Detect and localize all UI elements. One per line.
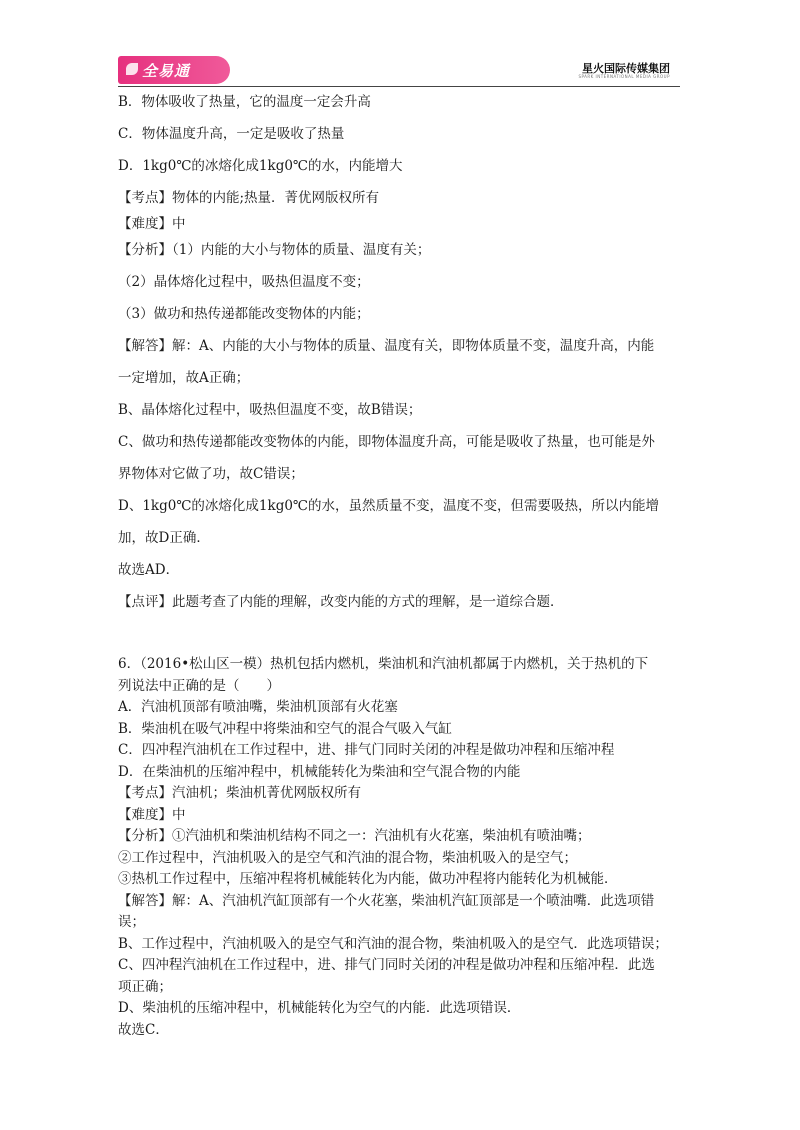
text-line: 6．（2016•松山区一模）热机包括内燃机，柴油机和汽油机都属于内燃机，关于热机的下 [118,656,649,672]
header-divider [118,86,680,87]
text-line: A．汽油机顶部有喷油嘴，柴油机顶部有火花塞 [118,699,398,715]
group-name: 星火国际传媒集团 [582,62,670,75]
text-line: D、柴油机的压缩冲程中，机械能转化为空气的内能．此选项错误． [118,1000,521,1016]
text-line: C．物体温度升高，一定是吸收了热量 [118,126,345,142]
answer-section-5 [118,92,683,612]
text-line: 误； [118,914,145,930]
text-line: 【分析】①汽油机和柴油机结构不同之一：汽油机有火花塞，柴油机有喷油嘴； [118,828,591,844]
text-line: 故选AD． [118,562,180,578]
text-line: 【解答】解：A、内能的大小与物体的质量、温度有关，即物体质量不变，温度升高，内能 [118,338,655,354]
text-line: 【考点】汽油机；柴油机菁优网版权所有 [118,785,361,801]
group-subtitle: SPARK INTERNATIONAL MEDIA GROUP [578,74,670,79]
text-line: C．四冲程汽油机在工作过程中，进、排气门同时关闭的冲程是做功冲程和压缩冲程 [118,742,615,758]
document-body [118,92,683,1041]
text-line: ②工作过程中，汽油机吸入的是空气和汽油的混合物，柴油机吸入的是空气； [118,849,577,866]
brand-logo [118,56,230,84]
text-line: C、做功和热传递都能改变物体的内能，即物体温度升高，可能是吸收了热量，也可能是外 [118,434,655,450]
text-line: B．物体吸收了热量，它的温度一定会升高 [118,94,371,110]
text-line: 加，故D正确． [118,530,210,546]
text-line: D．1kg0℃的冰熔化成1kg0℃的水，内能增大 [118,158,403,174]
text-line: D、1kg0℃的冰熔化成1kg0℃的水，虽然质量不变，温度不变，但需要吸热，所以内能增 [118,498,660,514]
text-line: 界物体对它做了功，故C错误； [118,466,304,482]
text-line: B、工作过程中，汽油机吸入的是空气和汽油的混合物，柴油机吸入的是空气．此选项错误； [118,935,668,952]
text-line: D．在柴油机的压缩冲程中，机械能转化为柴油和空气混合物的内能 [118,763,521,780]
text-line: 【解答】解：A、汽油机汽缸顶部有一个火花塞，柴油机汽缸顶部是一个喷油嘴．此选项错 [118,892,655,909]
text-line: 【难度】中 [118,806,186,823]
text-line: （2）晶体熔化过程中，吸热但温度不变； [118,274,370,290]
logo-text: 全易通 [142,62,191,80]
text-line: （3）做功和热传递都能改变物体的内能； [118,306,370,322]
text-line: 列说法中正确的是（ ） [118,677,280,694]
leaf-icon [126,63,138,75]
section-gap [118,624,683,654]
text-line: B．柴油机在吸气冲程中将柴油和空气的混合气吸入气缸 [118,720,452,737]
question-section-6 [118,654,683,1041]
text-line: 项正确； [118,978,172,995]
page-header [118,56,680,88]
text-line: 【点评】此题考查了内能的理解，改变内能的方式的理解，是一道综合题． [118,594,564,610]
text-line: ③热机工作过程中，压缩冲程将机械能转化为内能，做功冲程将内能转化为机械能． [118,871,618,887]
text-line: 故选C． [118,1021,169,1038]
text-line: 【考点】物体的内能;热量．菁优网版权所有 [118,190,380,206]
text-line: 一定增加，故A正确； [118,370,250,386]
text-line: 【难度】中 [118,216,186,232]
text-line: B、晶体熔化过程中，吸热但温度不变，故B错误； [118,402,422,418]
text-line: C、四冲程汽油机在工作过程中，进、排气门同时关闭的冲程是做功冲程和压缩冲程．此选 [118,957,655,973]
text-line: 【分析】（1）内能的大小与物体的质量、温度有关； [118,242,431,258]
